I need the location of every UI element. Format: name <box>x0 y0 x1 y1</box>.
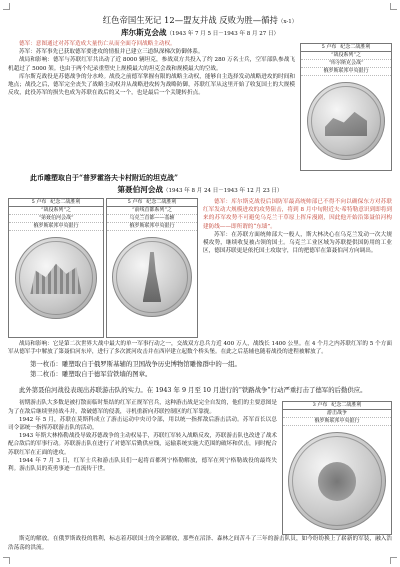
coin-series: 纪念二战胜利 <box>50 199 81 205</box>
coin-sub-label: “战役系列”之 <box>301 52 391 60</box>
coin-sub-label: “库尔斯克会战” <box>301 60 391 68</box>
corner-mark <box>3 3 10 10</box>
paragraph: 初期游击队大多数是被打散而临时集结的红军正规军官兵，这种游击战是完全自发的，他们的主要意图是为了在敌后继续坚持战斗并，敌破德军的侵袭，寻机重新向苏联控制区的红军靠拢。 <box>8 400 277 415</box>
corner-mark <box>390 3 397 10</box>
coin-sub-label: “战役系列”之 <box>9 207 103 215</box>
section-kursk-text <box>8 40 300 97</box>
section-date: （1943 年 8 月 24 日－1943 年 12 月 23 日） <box>163 188 283 194</box>
section-title-text: 第聂伯河会战 <box>117 185 164 194</box>
coin-image <box>307 82 385 160</box>
coin-image <box>15 237 97 319</box>
coin-caption: 第一枚币：雕塑取自于俄罗斯基辅的卫国战争历史博物馆雕像群中的一组。 <box>30 360 241 369</box>
page-title-text: 红色帝国生死记 12—盟友并战 反败为胜—循持 <box>102 15 278 25</box>
paragraph: 战局和影响：德军与苏联红军共出动了近 8000 辆坦克，参战双方共投入了约 280 万名士兵，空军部队参战飞机超过了 5000 架。也由于两个纪录重塑史上规模最大的坦克会战和规模最大的空战。 <box>8 57 295 72</box>
coin-relief <box>318 462 356 500</box>
coin-card-header <box>107 199 197 207</box>
coin-card-kursk <box>300 43 392 171</box>
paragraph: 德军：意图通过对苏军造成大量伤亡从而全面夺回战略主动权。 <box>19 41 176 47</box>
paragraph: 德军：库尔斯克战役后国防军最高统帅部已不得不向以确保东方对苏联红军发动大规模进攻的攻势阻击，将到 8 月中旬附近夫·希特勒意识到即将到来的苏军攻势不可避免乌克兰干草原上挥斥漫剧，因此他开始沿第聂伯河构建防线——即所谓的“东墙”。 <box>203 199 392 230</box>
coin-sub-label: “前线首都系列”之 <box>107 207 197 215</box>
corner-mark <box>390 557 397 564</box>
section-dnieper-text <box>203 198 392 255</box>
coin-card-kyiv <box>106 198 198 338</box>
coin-relief <box>30 260 81 294</box>
coin-relief <box>143 252 162 302</box>
page-title <box>8 14 392 28</box>
coin-price: 3 卢布 <box>312 402 328 409</box>
section-partisans <box>8 399 392 535</box>
coin-sub-label: 俄罗斯联邦中央银行 <box>107 223 197 231</box>
coin-caption: 第二枚币：雕塑取自于德军营铁墙的图章。 <box>30 370 152 379</box>
coin-sub-label: 俄罗斯联邦中央银行 <box>301 68 391 76</box>
corner-mark <box>3 557 10 564</box>
paragraph: 斯克的解放。在俄罗斯战役的胜利，标志着苏联国土的全部解放，那些在沼泽、森林之间苦斗了三年的游击队员，如今纷纷换上了崭新的军装，融入浩浩荡荡的洪流。 <box>8 536 392 551</box>
paragraph: 1943 年斯大林格勒战役导致苏德战争的主动权易手，苏联红军转入战略反攻，苏联游击队也改进了战术配合敌后的军事行动。苏联游击队在进行了对德军后勤供应线，运输系统实施大范围的破坏和伏击，同时配合苏联红军在正面的进攻。 <box>8 433 277 456</box>
coin-series: 纪念二战胜利 <box>331 402 362 409</box>
paragraph: 苏军：在苏联方面统帅部大一般人，斯大林决心在乌克兰发动一次大规模攻势，继续收复被占领的国土。乌克兰工业区域为苏联提供国防用的工业区，德国苏联更是依托国土攻取守，目的把德军在第聂伯河方向调出。 <box>203 231 392 255</box>
coin-image <box>112 237 192 317</box>
coin-relief <box>325 106 368 136</box>
paragraph: 1942 年 5 月，苏联在莫斯科成立了游击运动中央司令部，用以统一指挥敌后游击活动。苏军首长以总司令部统一指挥苏联游击队的活动。 <box>8 416 277 432</box>
coin-card-partisans <box>282 401 392 535</box>
coin-caption: 此币雕塑取自于“普罗霍洛夫卡村附近的坦克战” <box>30 173 179 182</box>
coin-sub-label: 乌克兰首都——基辅 <box>107 215 197 223</box>
coin-card-header <box>301 44 391 52</box>
coin-card-header <box>9 199 103 207</box>
coin-sub-label: 俄罗斯联邦中央银行 <box>283 418 391 426</box>
paragraph: 战局和影响：它是第二次世界大战中最大的单一军事行动之一，交战双方总兵力近 400 万人，战线长 1400 公里。在 4 个月之内苏联红军的 5 个方面军从德军手中解放了第聂伯河东岸，进行了多次渡河攻击并在西岸建立起数个桥头堡。在此之后基辅也随着战役的进程被解放了。 <box>8 341 392 356</box>
coin-image <box>288 432 386 530</box>
coin-price: 5 卢布 <box>31 199 47 205</box>
page-title-tag: （x-1） <box>277 19 298 25</box>
coin-price: 5 卢布 <box>127 199 143 205</box>
coin-card-dnieper <box>8 198 104 338</box>
paragraph: 库尔斯克战役是苏德战争的分水岭。战役之前德军掌握有限的战略主动权，能够自主选择发动战略进攻的时间和地点；战役之后，德军完全丧失了战略主动权并从战略进攻转为战略防御，苏联红军从这里开始了收复国土的大规模反攻，此役苏军的损失也成为苏联在战后的又一个，也是最后一个关键转折点。 <box>8 73 295 97</box>
section-dnieper <box>8 198 392 338</box>
coin-sub-label: “第聂伯河会战” <box>9 215 103 223</box>
coin-sub-label: 游击战争 <box>283 410 391 418</box>
section-title-text: 库尔斯克会战 <box>120 28 167 37</box>
section-title-dnieper <box>8 185 392 196</box>
coin-series: 纪念二战胜利 <box>146 199 177 205</box>
coin-series: 纪念二战胜利 <box>340 44 371 50</box>
coin-sub-label: 俄罗斯联邦中央银行 <box>9 223 103 231</box>
paragraph: 苏军：苏军事先已获取德军要进攻的情报并已建立三道纵深梯次防御体系。 <box>19 49 204 56</box>
section-date: （1943 年 7 月 5 日－1943 年 8 月 27 日） <box>166 31 280 37</box>
paragraph: 1944 年 7 月 3 日，红军士兵和游击队员们一起将首都列宁格勒解放，德军在列宁格勒战役的最终失利。游击队员的英勇事迹一直流传于世。 <box>8 457 277 473</box>
paragraph: 此外第聂伯河战役表现出苏联游击队的实力。在 1943 年 9 月至 10 月进行的“铁路战争”行动严重打击了德军的后勤供应。 <box>19 386 367 395</box>
section-title-kursk <box>8 28 392 39</box>
section-partisans-text <box>8 399 282 473</box>
section-kursk <box>8 40 392 171</box>
coin-price: 5 卢布 <box>321 44 337 50</box>
